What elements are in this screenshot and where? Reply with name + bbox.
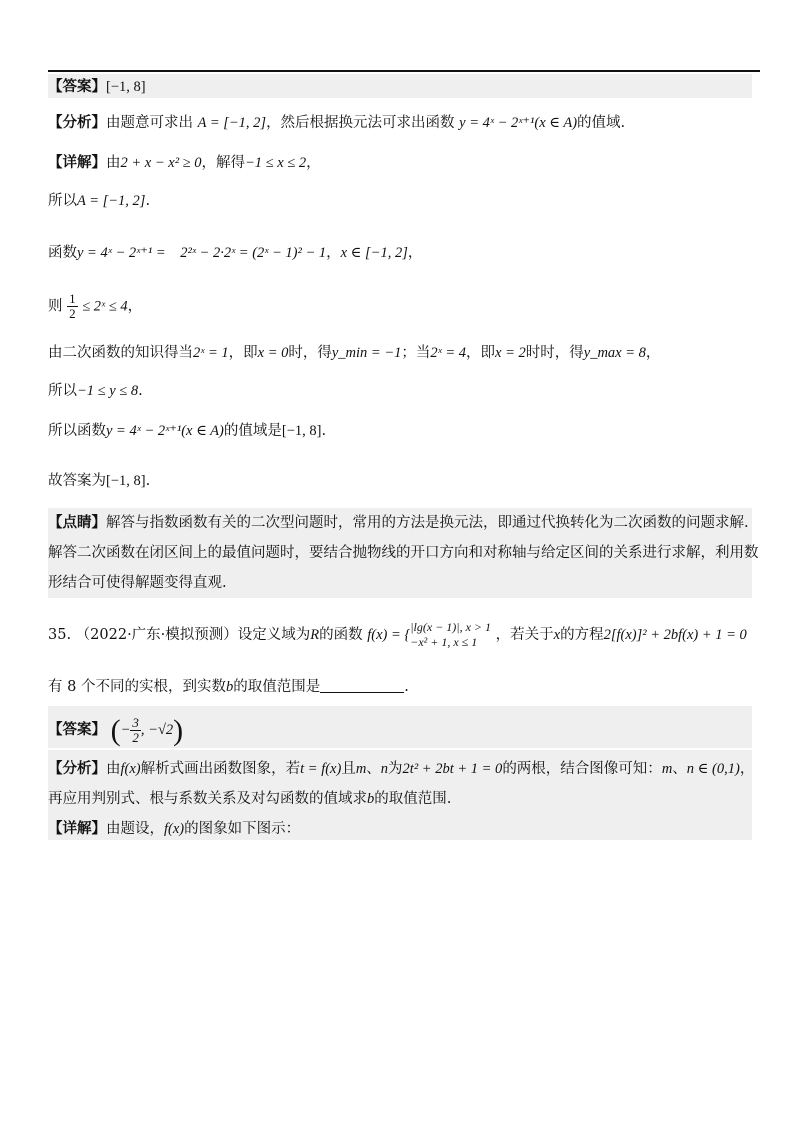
problem-35-statement: 35. （2022·广东·模拟预测）设定义域为R的函数 f(x) = { |lg(x − 1)|, x > 1 −x² + 1, x ≤ 1 ，若关于x的方程2[f(x)]² + 2bf(x) + 1 = 0 [48, 620, 747, 649]
so-set-line: 所以A = [−1, 2]. [48, 193, 151, 209]
answer-line-35: 【答案】 (− $\frac{3}{2}$ , −√2) [48, 713, 184, 747]
comment-line-1: 【点睛】解答与指数函数有关的二次型问题时，常用的方法是换元法，即通过代换转化为二次函数的问题求解. [48, 514, 749, 531]
analysis-line-35: 【分析】由f(x)解析式画出函数图象，若t = f(x)且m、n为2t² + 2bt + 1 = 0的两根，结合图像可知：m、n ∈ (0,1)， [48, 760, 755, 777]
problem-35-line2: 有 8 个不同的实根，到实数b的取值范围是 . [48, 679, 409, 695]
quadratic-knowledge-line: 由二次函数的知识得当2ˣ = 1，即x = 0时，得y_min = −1；当2ˣ = 4，即x = 2时时，得y_max = 8， [48, 345, 661, 361]
detail-line-35: 【详解】由题设，f(x)的图象如下图示： [48, 820, 301, 837]
so-range-line: 所以−1 ≤ y ≤ 8. [48, 383, 143, 399]
comment-line-3: 形结合可使得解题变得直观. [48, 575, 227, 591]
answer-shade-34 [48, 74, 752, 98]
comment-line-2: 解答二次函数在闭区间上的最值问题时，要结合抛物线的开口方向和对称轴与给定区间的关系进行求解，利用数 [48, 545, 759, 561]
half-fraction: $\frac{1}{2}$ [69, 291, 76, 321]
final-answer-line: 故答案为[−1, 8]. [48, 473, 151, 489]
answer-line-34: 【答案】[−1, 8] [48, 78, 146, 95]
piecewise-cases: |lg(x − 1)|, x > 1 −x² + 1, x ≤ 1 [410, 620, 492, 649]
answer-interval: (− $\frac{3}{2}$ , −√2) [110, 713, 184, 747]
function-line: 函数y = 4ˣ − 2ˣ⁺¹ = 2²ˣ − 2·2ˣ = (2ˣ − 1)² − 1，x ∈ [−1, 2]， [48, 245, 423, 261]
analysis-line-34: 【分析】由题意可求出 A = [−1, 2]，然后根据换元法可求出函数 y = 4ˣ − 2ˣ⁺¹(x ∈ A)的值域. [48, 114, 626, 131]
top-rule [48, 70, 760, 72]
then-line: 则 $\frac{1}{2}$ ≤ 2ˣ ≤ 4， [48, 291, 143, 321]
answer-blank [320, 678, 404, 693]
detail-line-34: 【详解】由2 + x − x² ≥ 0，解得−1 ≤ x ≤ 2， [48, 154, 321, 171]
range-conclusion-line: 所以函数y = 4ˣ − 2ˣ⁺¹(x ∈ A)的值域是[−1, 8]. [48, 423, 327, 439]
answer-value: [−1, 8] [106, 79, 146, 95]
problem-source: （2022·广东·模拟预测） [75, 627, 238, 643]
problem-number: 35. [48, 627, 72, 643]
analysis-line-35-2: 再应用判别式、根与系数关系及对勾函数的值域求b的取值范围. [48, 791, 452, 807]
